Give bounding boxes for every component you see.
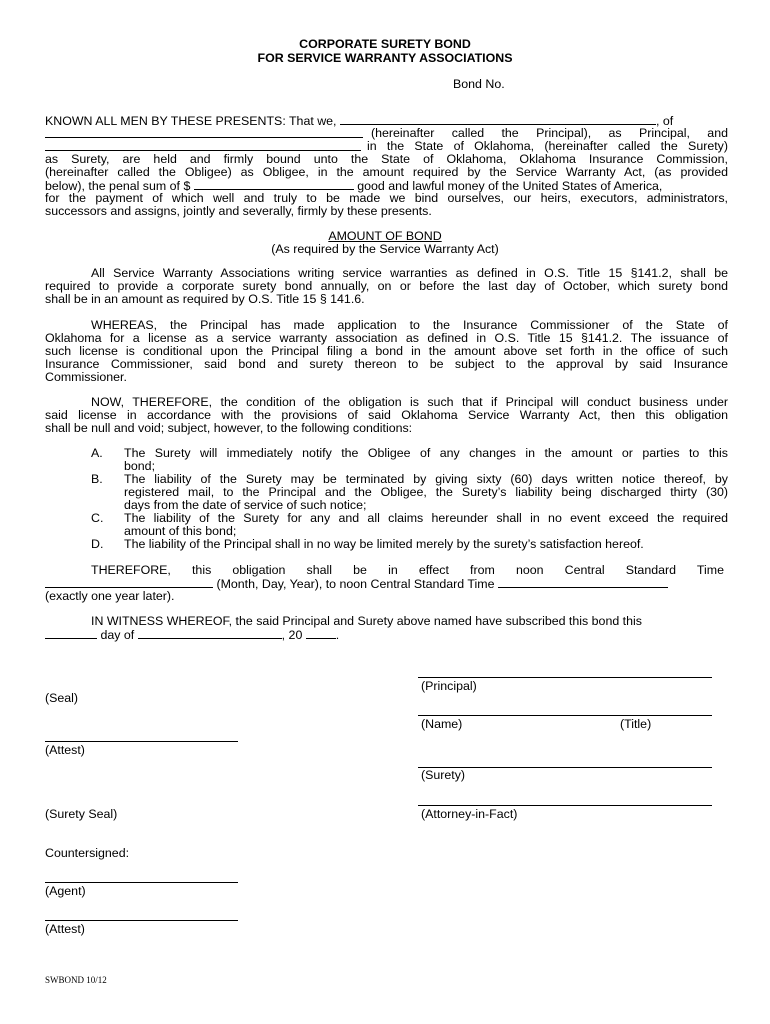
- therefore-line-1: THEREFORE, this obligation shall be in effect from noon Central Standard Time: [91, 563, 724, 577]
- amount-para-line-3: shall be in an amount as required by O.S. Title 15 § 141.6.: [45, 292, 365, 306]
- intro-hereinafter-principal: (hereinafter called the Principal), as Principal, and: [371, 126, 728, 140]
- penal-sum-blank[interactable]: [194, 178, 354, 190]
- surety-label: (Surety): [421, 768, 466, 782]
- intro-line-7: for the payment of which well and truly to be made we bind ourselves, our heirs, executors, administrators,: [45, 191, 728, 205]
- agent-signature-line[interactable]: [45, 882, 238, 883]
- principal-address-blank[interactable]: [45, 126, 363, 138]
- now-therefore-line-2: said license in accordance with the provisions of said Oklahoma Service Warranty Act, then this obligation: [45, 408, 728, 422]
- intro-line-4: as Surety, are held and firmly bound unto the State of Oklahoma, Oklahoma Insurance Commission,: [45, 152, 728, 166]
- witness-period: .: [335, 628, 340, 642]
- name-label: (Name): [421, 717, 463, 731]
- condition-b-letter: B.: [91, 472, 103, 486]
- witness-line-2: [45, 627, 339, 642]
- whereas-line-2: Oklahoma for a license as a service warranty association as defined in O.S. Title 15 §141.2. The issuance of: [45, 331, 728, 345]
- bond-number-label: Bond No.: [453, 77, 505, 91]
- form-code-footer: SWBOND 10/12: [45, 975, 107, 985]
- witness-year-blank[interactable]: [306, 627, 336, 639]
- intro-state-of-oklahoma: in the State of Oklahoma, (hereinafter called the Surety): [367, 139, 728, 153]
- surety-name-blank[interactable]: [45, 139, 361, 151]
- form-title-line2: FOR SERVICE WARRANTY ASSOCIATIONS: [257, 51, 513, 65]
- principal-label: (Principal): [421, 679, 477, 693]
- witness-day-blank[interactable]: [45, 627, 97, 639]
- form-title-line1: CORPORATE SURETY BOND: [299, 37, 471, 51]
- whereas-line-1: WHEREAS, the Principal has made application to the Insurance Commissioner of the State of: [91, 318, 728, 332]
- title-label: (Title): [620, 717, 652, 731]
- condition-d-letter: D.: [91, 537, 104, 551]
- condition-b-line-3: days from the date of service of such notice;: [124, 498, 367, 512]
- intro-line-5: (hereinafter called the Obligee) as Obligee, in the amount required by the Service Warranty Act, (as provided: [45, 165, 728, 179]
- condition-a-line-2: bond;: [124, 459, 156, 473]
- attest-signature-line[interactable]: [45, 741, 238, 742]
- end-date-blank[interactable]: [498, 576, 668, 588]
- surety-seal-label: (Surety Seal): [45, 807, 118, 821]
- amount-of-bond-heading: AMOUNT OF BOND: [328, 229, 442, 243]
- whereas-line-3: such license is conditional upon the Principal filing a bond in the amount above set forth in the office of such: [45, 344, 728, 358]
- intro-of: , of: [655, 114, 674, 128]
- condition-d-line-1: The liability of the Principal shall in no way be limited merely by the surety’s satisfaction hereof.: [124, 537, 644, 551]
- witness-line-1: IN WITNESS WHEREOF, the said Principal and Surety above named have subscribed this bond this: [91, 614, 642, 628]
- therefore-month-day-year: (Month, Day, Year), to noon Central Standard Time: [216, 577, 495, 591]
- condition-c-line-2: amount of this bond;: [124, 524, 237, 538]
- witness-day-of: day of: [100, 628, 135, 642]
- attest2-label: (Attest): [45, 922, 85, 936]
- amount-para-line-2: required to provide a corporate surety bond annually, on or before the last day of October, which surety bond: [45, 279, 728, 293]
- condition-a-letter: A.: [91, 446, 103, 460]
- amount-para-line-1: All Service Warranty Associations writing service warranties as defined in O.S. Title 15 §141.2, shall be: [91, 266, 728, 280]
- therefore-line-3: (exactly one year later).: [45, 589, 175, 603]
- amount-of-bond-subheading: (As required by the Service Warranty Act): [271, 242, 499, 256]
- now-therefore-line-1: NOW, THEREFORE, the condition of the obligation is such that if Principal will conduct business under: [91, 395, 728, 409]
- condition-b-line-1: The liability of the Surety may be terminated by giving sixty (60) days written notice thereof, by: [124, 472, 728, 486]
- attest-label: (Attest): [45, 743, 85, 757]
- whereas-line-4: Insurance Commissioner, said bond and surety thereon to be subject to the approval by said Insurance: [45, 357, 728, 371]
- principal-signature-line[interactable]: [418, 677, 712, 678]
- intro-line-8: successors and assigns, jointly and severally, firmly by these presents.: [45, 204, 432, 218]
- agent-label: (Agent): [45, 884, 86, 898]
- condition-c-line-1: The liability of the Surety for any and all claims hereunder shall in no event exceed the required: [124, 511, 728, 525]
- intro-known-all-men: KNOWN ALL MEN BY THESE PRESENTS: That we,: [45, 114, 337, 128]
- condition-c-letter: C.: [91, 511, 104, 525]
- lawful-money-text: good and lawful money of the United States of America,: [357, 179, 663, 193]
- now-therefore-line-3: shall be null and void; subject, however, to the following conditions:: [45, 421, 413, 435]
- whereas-line-5: Commissioner.: [45, 370, 127, 384]
- start-date-blank[interactable]: [45, 576, 213, 588]
- attorney-in-fact-signature-line[interactable]: [418, 805, 712, 806]
- principal-name-blank[interactable]: [340, 113, 656, 125]
- name-title-signature-line[interactable]: [418, 715, 712, 716]
- witness-month-blank[interactable]: [138, 627, 282, 639]
- condition-b-line-2: registered mail, to the Principal and the Obligee, the Surety’s liability being discharged thirty (30): [124, 485, 728, 499]
- attorney-in-fact-label: (Attorney-in-Fact): [421, 807, 518, 821]
- condition-a-line-1: The Surety will immediately notify the Obligee of any changes in the amount or parties to this: [124, 446, 728, 460]
- penal-sum-label: below), the penal sum of $: [45, 179, 191, 193]
- attest2-signature-line[interactable]: [45, 920, 238, 921]
- seal-label: (Seal): [45, 691, 79, 705]
- witness-year-prefix: , 20: [281, 628, 303, 642]
- countersigned-label: Countersigned:: [45, 846, 130, 860]
